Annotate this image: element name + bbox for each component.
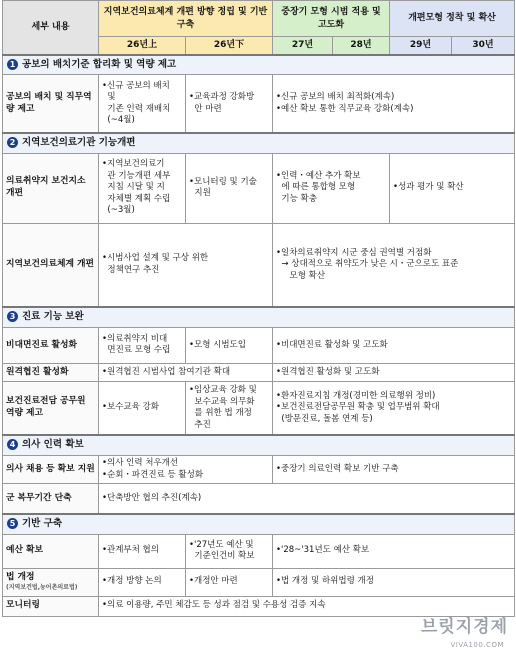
- cell: [186, 327, 273, 363]
- cell: [99, 223, 273, 307]
- cell-line: •의료 이용량, 주민 체감도 등 성과 점검 및 수용성 검증 지속: [102, 600, 326, 611]
- cell: [273, 223, 515, 307]
- cell-line: •일차의료취약지 시군 중심 권역별 거점화: [276, 247, 432, 258]
- row-item: 모니터링: [3, 596, 99, 616]
- cell: [273, 153, 390, 223]
- cell-line: •중장기 의료인력 확보 기반 구축: [276, 464, 399, 475]
- cell: [273, 456, 515, 484]
- cell-line: •시범사업 설계 및 구상 위한: [102, 253, 209, 264]
- period-header: 30년: [452, 37, 515, 55]
- cell-line: •예산 확보 통한 직무교육 강화(계속): [276, 103, 414, 114]
- row-item: 의사 채용 등 확보 지원: [3, 456, 99, 484]
- cell-line: •개정 방향 논의: [102, 576, 162, 587]
- section-header: [3, 435, 515, 455]
- cell: [99, 381, 186, 435]
- section-title: 공보의 배치기준 합리화 및 역량 제고: [22, 58, 177, 70]
- cell-line: 지원: [189, 188, 211, 199]
- cell-line: 기준인건비 확보: [189, 551, 255, 562]
- cell: [273, 534, 515, 568]
- cell: [273, 568, 515, 596]
- cell-line: 정책연구 추진: [102, 264, 160, 275]
- cell: [99, 327, 186, 363]
- cell: [186, 153, 273, 223]
- cell: [186, 568, 273, 596]
- watermark-subtext: VIVA100.COM: [450, 641, 504, 649]
- cell-line: •순회・파견진료 등 활성화: [102, 469, 204, 480]
- cell-line: •'27년도 예산 및: [189, 539, 254, 550]
- section-header: [3, 514, 515, 534]
- cell: [99, 363, 273, 381]
- cell-line: 자체별 계획 수립: [102, 193, 171, 204]
- roadmap-table: [2, 0, 515, 617]
- cell: [99, 568, 186, 596]
- cell-line: 기능 확충: [276, 193, 317, 204]
- section-title: 의사 인력 확보: [22, 439, 84, 451]
- cell-line: •환자진료지침 개정(경미한 의료행위 정비): [276, 390, 436, 401]
- cell: [273, 75, 515, 133]
- cell-line: •모형 시범도입: [189, 339, 246, 350]
- cell-line: •보건진료전담공무원 확충 및 업무범위 확대: [276, 402, 440, 413]
- cell-line: (방문진료, 돌봄 연계 등): [276, 413, 373, 424]
- cell-line: 안 마련: [189, 103, 222, 114]
- cell-line: •신규 공보의 배치 최적화(계속): [276, 92, 395, 103]
- cell-line: •임상교육 강화 및: [189, 385, 257, 396]
- cell-line: 기존 인력 재배치: [102, 103, 171, 114]
- period-header: 26년上: [99, 37, 186, 55]
- section-header: [3, 307, 515, 327]
- period-header: 28년: [333, 37, 390, 55]
- row-item: 지역보건의료체계 개편: [3, 223, 99, 307]
- phase2-header: 중장기 모형 시범 적용 및 고도화: [273, 1, 390, 37]
- section-number-icon: 2: [7, 137, 18, 148]
- cell-line: •모니터링 및 기술: [189, 176, 257, 187]
- cell-line: •교육과정 강화방: [189, 92, 255, 103]
- section-number-icon: 1: [7, 59, 18, 70]
- cell: [273, 327, 515, 363]
- cell-line: •보수교육 강화: [102, 402, 159, 413]
- cell: [186, 534, 273, 568]
- cell-line: •성과 평가 및 확산: [393, 182, 464, 193]
- cell-line: 및: [102, 92, 116, 103]
- cell-line: •원격협진 시범사업 참여기관 확대: [102, 366, 231, 377]
- cell: [99, 153, 186, 223]
- cell-line: 에 따른 통합형 모형: [276, 182, 356, 193]
- row-item-sublabel: (지역보건법,농어촌의료법): [6, 583, 78, 591]
- cell-line: 지침 시달 및 지: [102, 182, 165, 193]
- period-header: 27년: [273, 37, 333, 55]
- cell: [390, 153, 515, 223]
- watermark-logo: 브릿지경제: [420, 617, 508, 637]
- cell-line: → 상대적으로 취약도가 낮은 시・군으로도 표준: [276, 259, 459, 270]
- cell: [99, 534, 186, 568]
- section-title: 기반 구축: [22, 517, 63, 529]
- cell-line: (~3월): [102, 205, 135, 216]
- row-item: 비대면진료 활성화: [3, 327, 99, 363]
- cell-line: 보수교육 의무화: [189, 396, 255, 407]
- section-title: 지역보건의료기관 기능개편: [22, 136, 136, 148]
- row-item: 원격협진 활성화: [3, 363, 99, 381]
- cell-line: •'28~'31년도 예산 확보: [276, 545, 370, 556]
- cell-line: •단축방안 협의 추진(계속): [102, 492, 202, 503]
- section-header: [3, 133, 515, 153]
- section-title: 진료 기능 보완: [22, 311, 84, 323]
- section-number-icon: 5: [7, 518, 18, 529]
- cell-line: 면진료 모형 수립: [102, 345, 171, 356]
- cell: [273, 363, 515, 381]
- cell-line: •원격협진 활성화 및 고도화: [276, 366, 380, 377]
- cell: [186, 75, 273, 133]
- section-header: [3, 55, 515, 75]
- row-item-label: 법 개정: [6, 572, 35, 583]
- cell-line: 를 위한 법 개정: [189, 408, 252, 419]
- cell-line: •의사 인력 처우개선: [102, 458, 179, 469]
- cell-line: •관계부처 협의: [102, 545, 159, 556]
- cell: [273, 381, 515, 435]
- cell-line: •신규 공보의 배치: [102, 80, 170, 91]
- row-item: [3, 568, 99, 596]
- row-item: 군 복무기간 단축: [3, 484, 99, 514]
- cell-line: •지역보건의료기: [102, 159, 165, 170]
- cell-line: 모형 확산: [276, 270, 326, 281]
- cell: [186, 381, 273, 435]
- cell: [99, 456, 273, 484]
- row-item: 공보의 배치 및 직무역량 제고: [3, 75, 99, 133]
- section-number-icon: 4: [7, 439, 18, 450]
- cell: [99, 484, 515, 514]
- period-header: 26년下: [186, 37, 273, 55]
- row-item: 예산 확보: [3, 534, 99, 568]
- row-item: 의료취약지 보건지소 개편: [3, 153, 99, 223]
- cell-line: 추진: [189, 419, 211, 430]
- section-number-icon: 3: [7, 311, 18, 322]
- period-header: 29년: [390, 37, 452, 55]
- cell: [99, 75, 186, 133]
- phase1-header: 지역보건의료체계 개편 방향 정립 및 기반 구축: [99, 1, 273, 37]
- row-item: 보건진료전담 공무원 역량 제고: [3, 381, 99, 435]
- phase3-header: 개편모형 정착 및 확산: [390, 1, 515, 37]
- cell-line: (~4월): [102, 115, 135, 126]
- cell-line: 관 기능개편 세부: [102, 170, 171, 181]
- cell-line: •의료취약지 비대: [102, 333, 168, 344]
- cell-line: •비대면진료 활성화 및 고도화: [276, 339, 388, 350]
- cell-line: •법 개정 및 하위법령 개정: [276, 576, 374, 587]
- cell-line: •인력・예산 추가 확보: [276, 170, 361, 181]
- cell-line: •개정안 마련: [189, 576, 238, 587]
- header-label: 세부 내용: [3, 1, 99, 55]
